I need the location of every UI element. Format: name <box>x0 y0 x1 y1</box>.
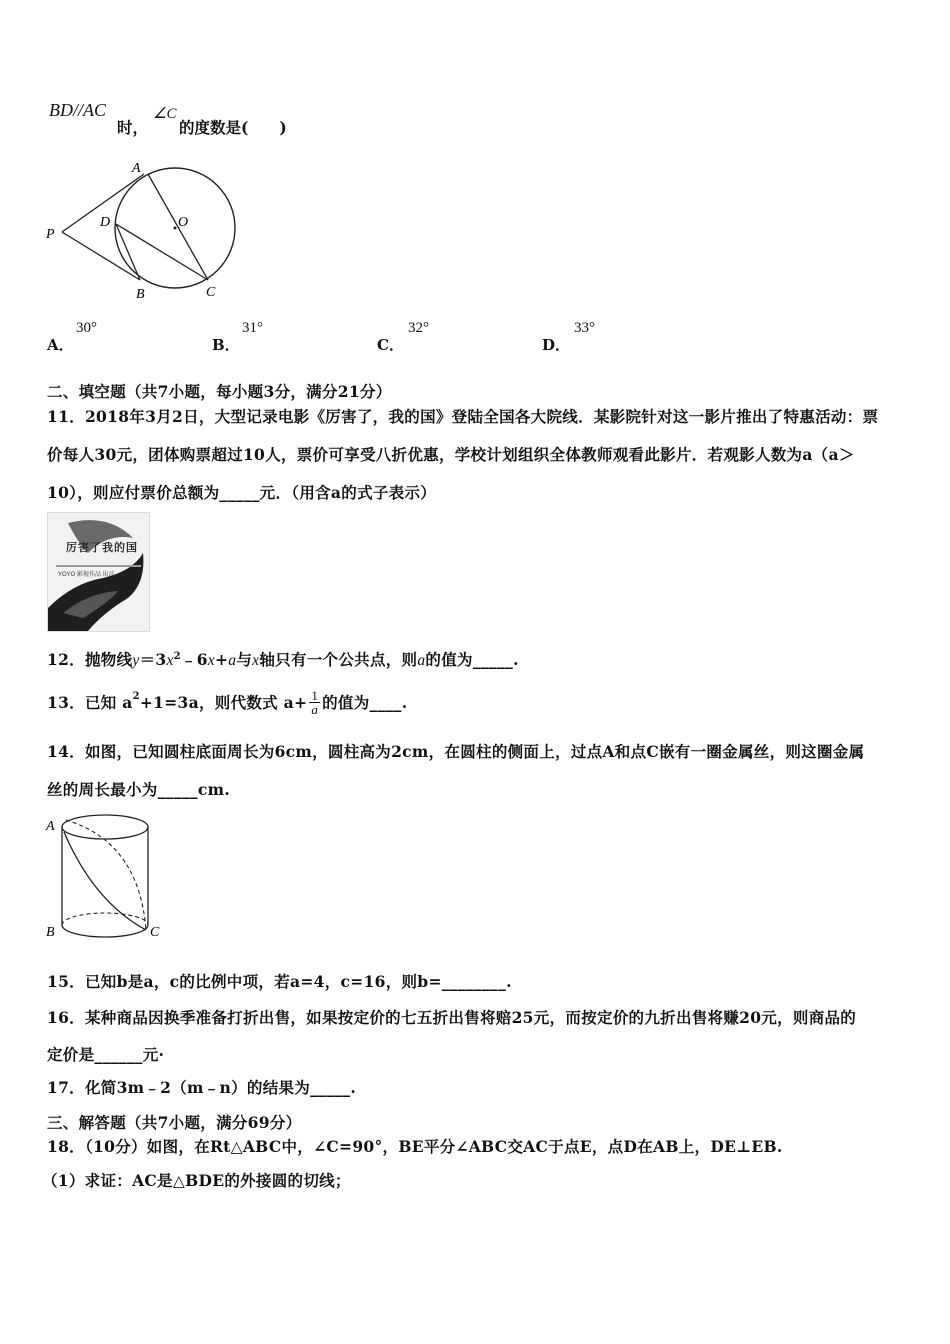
q13-mid: +1=3a，则代数式 a+ <box>139 693 308 712</box>
wire-front <box>64 832 146 930</box>
q12-a2: a <box>417 652 426 669</box>
option-d-letter: D． <box>542 336 571 354</box>
poster-subtitle: YOYO 影视作品 出品 <box>58 572 115 578</box>
q12-x2: x <box>207 652 215 669</box>
q12-a: a <box>228 652 237 669</box>
label-o: O <box>178 215 189 230</box>
q10-math-bd-ac: BD//AC <box>49 100 106 120</box>
q12-prefix: 12．抛物线 <box>47 650 133 669</box>
q13-suffix: 的值为____. <box>322 693 408 712</box>
poster-title: 厉害了我的国 <box>66 541 138 554</box>
q12-y: y <box>132 652 140 669</box>
q16-line-1: 16．某种商品因换季准备打折出售，如果按定价的七五折出售将赔25元，而按定价的九折出售将赚20元，则商品的 <box>47 1008 857 1027</box>
q14-line-2: 丝的周长最小为_____cm. <box>47 780 230 799</box>
q15-line: 15．已知b是a，c的比例中项，若a=4，c=16，则b=________. <box>47 972 512 991</box>
cyl-label-c: C <box>150 925 160 940</box>
q12-x: x <box>166 652 174 669</box>
q18-part-1: （1）求证：AC是△BDE的外接圆的切线； <box>42 1171 351 1190</box>
q11-line-3: 10），则应付票价总额为_____元．（用含a的式子表示） <box>47 483 437 502</box>
q12-exp: 2 <box>173 650 181 662</box>
q12-t1: 与 <box>236 650 253 669</box>
q13-line <box>47 682 407 722</box>
label-p: P <box>46 227 55 242</box>
cylinder-bottom-front <box>62 925 148 937</box>
label-d: D <box>100 215 111 230</box>
q12-line <box>47 648 519 670</box>
q12-mid: ﹣6 <box>180 650 208 669</box>
option-a-value: 30° <box>76 320 97 336</box>
q12-plus: + <box>214 650 229 669</box>
option-b-value: 31° <box>242 320 263 336</box>
q10-text-degree: 的度数是( ) <box>179 118 287 137</box>
label-a: A <box>132 161 141 176</box>
option-c-value: 32° <box>408 320 429 336</box>
label-b: B <box>136 287 145 302</box>
chord-dc <box>116 224 208 280</box>
q14-cylinder-diagram <box>44 812 169 947</box>
cyl-label-a: A <box>46 819 55 834</box>
tangent-pb <box>62 232 140 280</box>
q14-line-1: 14．如图，已知圆柱底面周长为6cm，圆柱高为2cm，在圆柱的侧面上，过点A和点C嵌有一圈金属丝，则这圈金属 <box>47 742 865 761</box>
q18-line: 18．（10分）如图，在Rt△ABC中，∠C=90°，BE平分∠ABC交AC于点E，点D在AB上，DE⊥EB. <box>47 1137 783 1156</box>
movie-poster-image <box>47 512 150 632</box>
option-a-letter: A． <box>47 336 74 354</box>
section-3-title: 三、解答题（共7小题，满分69分） <box>47 1113 302 1132</box>
center-dot <box>174 227 177 230</box>
q12-x3: x <box>252 652 260 669</box>
cyl-label-b: B <box>46 925 55 940</box>
option-d-value: 33° <box>574 320 595 336</box>
q12-eq: ＝3 <box>139 650 167 669</box>
q12-t2: 轴只有一个公共点，则 <box>259 650 418 669</box>
q10-circle-diagram <box>40 158 250 308</box>
q13-exp: 2 <box>132 690 140 702</box>
q17-line: 17．化简3m﹣2（m﹣n）的结果为_____. <box>47 1078 357 1097</box>
q13-denominator: a <box>311 701 319 717</box>
q13-numerator: 1 <box>311 687 319 703</box>
section-2-title: 二、填空题（共7小题，每小题3分，满分21分） <box>47 382 392 401</box>
q13-fraction <box>309 689 320 716</box>
q13-prefix: 13．已知 a <box>47 693 133 712</box>
q10-math-angle-c: ∠C <box>153 106 177 122</box>
option-b-letter: B． <box>212 336 240 354</box>
q11-line-1: 11．2018年3月2日，大型记录电影《厉害了，我的国》登陆全国各大院线．某影院针对这一影片推出了特惠活动：票 <box>47 407 879 426</box>
label-c: C <box>206 285 216 300</box>
q10-text-when: 时， <box>117 118 149 137</box>
q16-line-2: 定价是______元· <box>47 1045 165 1064</box>
cylinder-top <box>62 815 148 839</box>
option-c-letter: C． <box>377 336 404 354</box>
q11-line-2: 价每人30元，团体购票超过10人，票价可享受八折优惠，学校计划组织全体教师观看此影片．若观影人数为a（a＞ <box>47 445 855 464</box>
q12-t3: 的值为_____. <box>425 650 519 669</box>
